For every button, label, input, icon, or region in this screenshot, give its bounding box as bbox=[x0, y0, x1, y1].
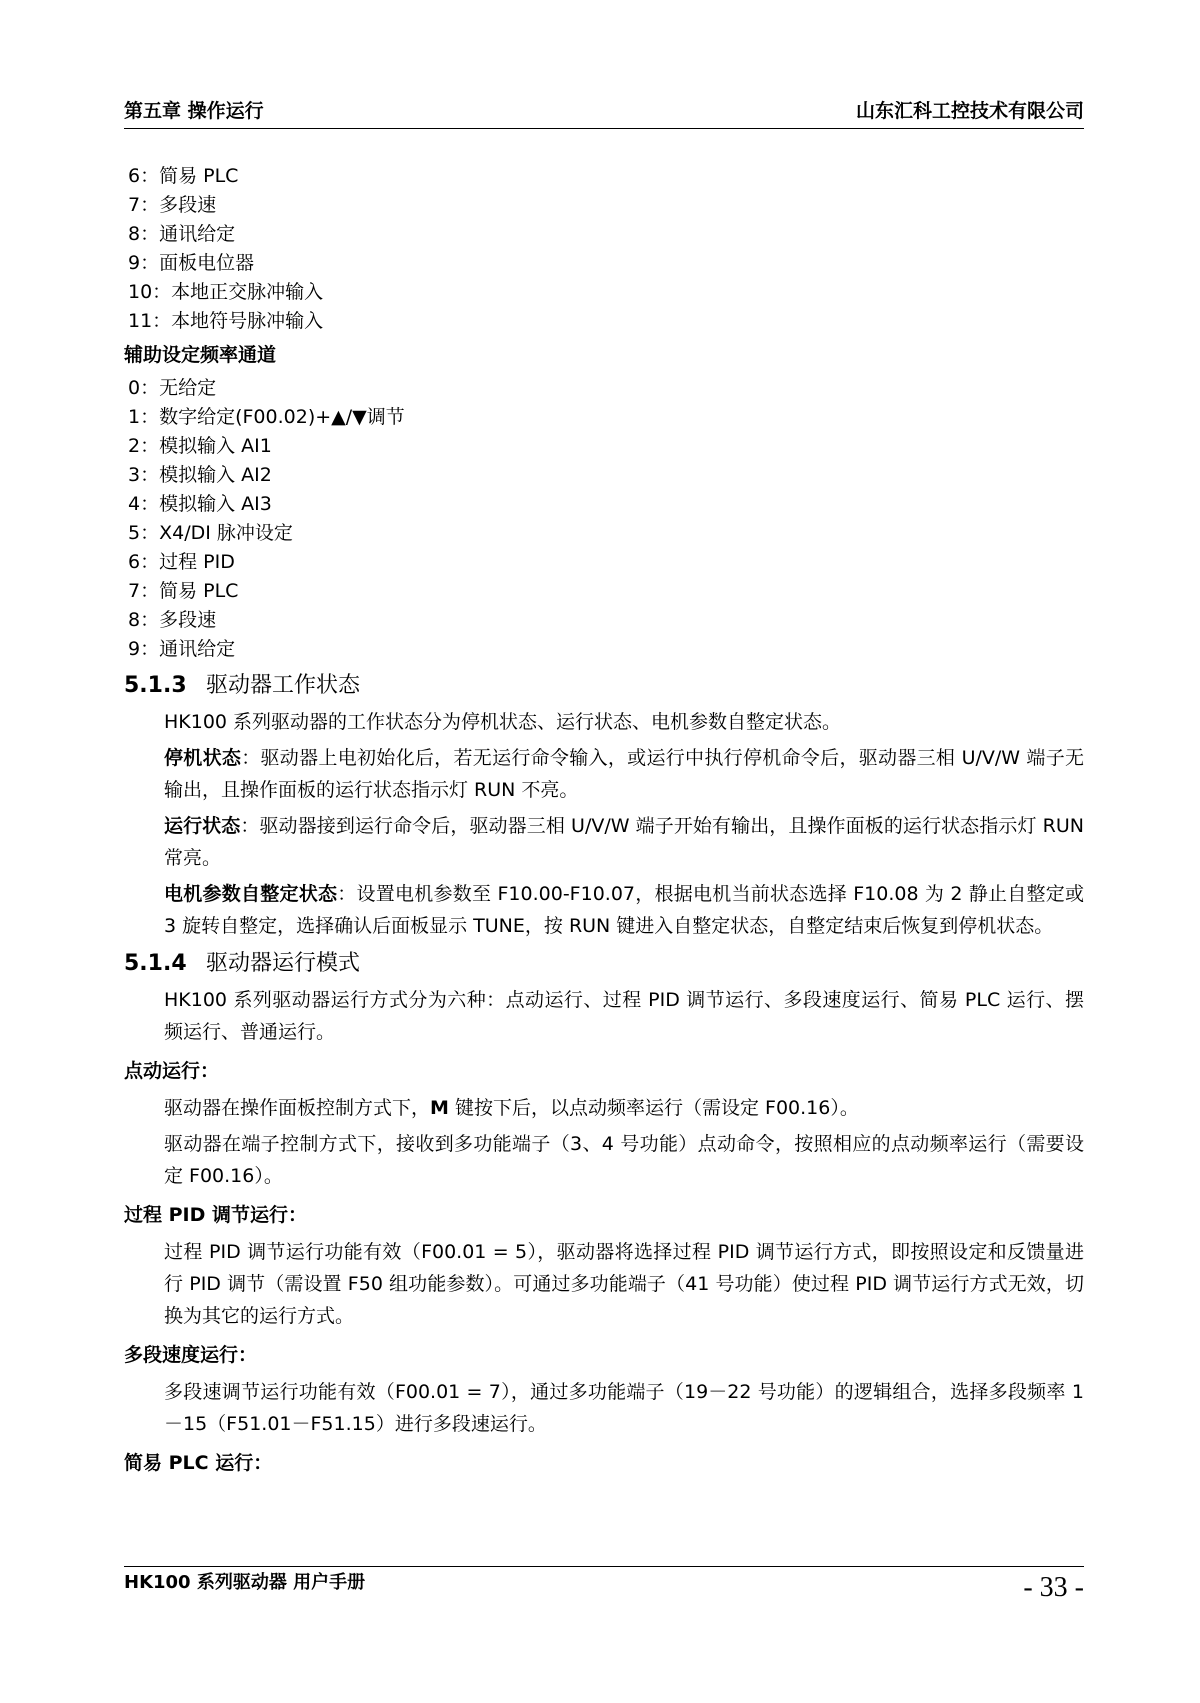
section-number: 5.1.3 bbox=[124, 673, 187, 698]
key-m: M bbox=[430, 1097, 449, 1119]
aux-channel-list bbox=[124, 374, 1084, 664]
term-tune-state: 电机参数自整定状态 bbox=[164, 883, 338, 905]
page-header bbox=[124, 98, 1084, 129]
company-name: 山东汇科工控技术有限公司 bbox=[855, 100, 1084, 122]
list-item: 7：简易 PLC bbox=[128, 580, 239, 602]
list-item: 1：数字给定(F00.02)+▲/▼调节 bbox=[128, 406, 405, 428]
list-item: 7：多段速 bbox=[128, 194, 217, 216]
plc-run-label: 简易 PLC 运行： bbox=[124, 1452, 273, 1474]
paragraph-stop-state bbox=[124, 742, 1084, 806]
paragraph-jog-panel bbox=[124, 1092, 1084, 1124]
section-heading-514 bbox=[124, 948, 1084, 980]
list-item: 0：无给定 bbox=[128, 377, 217, 399]
list-item: 11：本地符号脉冲输入 bbox=[128, 310, 324, 332]
list-item: 2：模拟输入 AI1 bbox=[128, 435, 272, 457]
list-item: 9：通讯给定 bbox=[128, 638, 236, 660]
aux-channel-title: 辅助设定频率通道 bbox=[124, 344, 277, 366]
pid-run-label: 过程 PID 调节运行： bbox=[124, 1204, 307, 1226]
chapter-title: 第五章 操作运行 bbox=[124, 100, 264, 122]
list-item: 8：多段速 bbox=[128, 609, 217, 631]
list-item: 9：面板电位器 bbox=[128, 252, 255, 274]
section-number: 5.1.4 bbox=[124, 951, 187, 976]
paragraph-jog-terminal: 驱动器在端子控制方式下，接收到多功能端子（3、4 号功能）点动命令，按照相应的点动频率运行（需要设定 F00.16）。 bbox=[164, 1133, 1084, 1187]
text-tune-state: ：设置电机参数至 F10.00-F10.07，根据电机当前状态选择 F10.08 为 2 静止自整定或 3 旋转自整定，选择确认后面板显示 TUNE，按 RUN 键进入自整定状态，自整定结束后恢复到停机状态。 bbox=[164, 883, 1084, 937]
page-number: - 33 - bbox=[1023, 1572, 1084, 1603]
list-item: 6：简易 PLC bbox=[128, 165, 239, 187]
term-run-state: 运行状态 bbox=[164, 815, 241, 837]
text-jog-panel-b: 键按下后，以点动频率运行（需设定 F00.16）。 bbox=[448, 1097, 859, 1119]
list-item: 8：通讯给定 bbox=[128, 223, 236, 245]
section-heading-513 bbox=[124, 670, 1084, 702]
term-stop-state: 停机状态 bbox=[164, 747, 242, 769]
paragraph-run-state bbox=[124, 810, 1084, 874]
list-item: 3：模拟输入 AI2 bbox=[128, 464, 272, 486]
list-item: 4：模拟输入 AI3 bbox=[128, 493, 272, 515]
list-item: 10：本地正交脉冲输入 bbox=[128, 281, 324, 303]
multi-speed-label: 多段速度运行： bbox=[124, 1344, 258, 1366]
paragraph-pid: 过程 PID 调节运行功能有效（F00.01 = 5），驱动器将选择过程 PID 调节运行方式，即按照设定和反馈量进行 PID 调节（需设置 F50 组功能参数）。可通过多功能端子（41 号功能）使过程 PID 调节运行方式无效，切换为其它的运行方式。 bbox=[164, 1241, 1084, 1327]
paragraph-intro-513: HK100 系列驱动器的工作状态分为停机状态、运行状态、电机参数自整定状态。 bbox=[164, 711, 842, 733]
text-run-state: ：驱动器接到运行命令后，驱动器三相 U/V/W 端子开始有输出，且操作面板的运行状态指示灯 RUN 常亮。 bbox=[164, 815, 1084, 869]
page-footer bbox=[124, 1566, 1084, 1607]
page-content bbox=[124, 162, 1084, 1484]
manual-title: HK100 系列驱动器 用户手册 bbox=[124, 1572, 366, 1593]
main-channel-list bbox=[124, 162, 1084, 336]
paragraph-tune-state bbox=[124, 878, 1084, 942]
jog-run-label: 点动运行： bbox=[124, 1060, 220, 1082]
paragraph-intro-514: HK100 系列驱动器运行方式分为六种：点动运行、过程 PID 调节运行、多段速度运行、简易 PLC 运行、摆频运行、普通运行。 bbox=[164, 989, 1084, 1043]
list-item: 6：过程 PID bbox=[128, 551, 235, 573]
list-item: 5：X4/DI 脉冲设定 bbox=[128, 522, 293, 544]
text-jog-panel-a: 驱动器在操作面板控制方式下， bbox=[164, 1097, 431, 1119]
paragraph-multi-speed: 多段速调节运行功能有效（F00.01 = 7），通过多功能端子（19－22 号功能）的逻辑组合，选择多段频率 1－15（F51.01－F51.15）进行多段速运行。 bbox=[164, 1381, 1084, 1435]
text-stop-state: ：驱动器上电初始化后，若无运行命令输入，或运行中执行停机命令后，驱动器三相 U/V/W 端子无输出，且操作面板的运行状态指示灯 RUN 不亮。 bbox=[164, 747, 1084, 801]
section-title: 驱动器运行模式 bbox=[206, 951, 361, 976]
section-title: 驱动器工作状态 bbox=[206, 673, 361, 698]
